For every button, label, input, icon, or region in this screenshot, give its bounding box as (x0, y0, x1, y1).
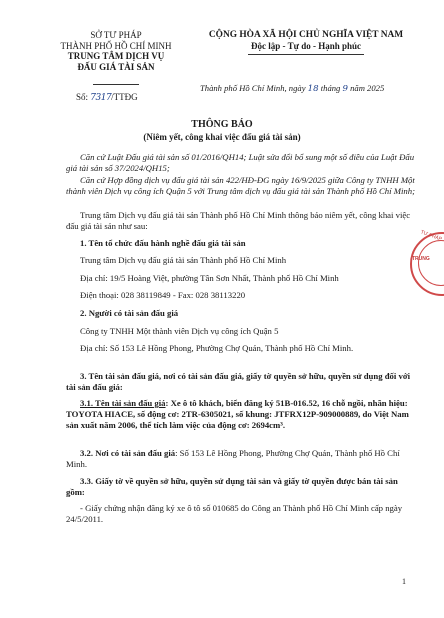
national-header (186, 30, 426, 52)
section-1-heading: 1. Tên tổ chức đấu hành nghề đấu giá tài sản (80, 238, 246, 248)
section-3-1 (66, 398, 418, 431)
section-2-address: Địa chỉ: Số 153 Lê Hồng Phong, Phường Chợ Quán, Thành phố Hồ Chí Minh. (80, 343, 354, 353)
section-2-name: Công ty TNHH Một thành viên Dịch vụ công ích Quận 5 (80, 326, 279, 336)
notice-title: THÔNG BÁO (191, 119, 253, 130)
document-number (76, 92, 138, 103)
section-3-2 (66, 448, 418, 470)
date-prefix: Thành phố Hồ Chí Minh, ngày (200, 83, 308, 93)
section-1-phone: Điện thoại: 028 38119849 - Fax: 028 38113220 (80, 290, 246, 300)
section-3-1-text: : Xe ô tô khách, biển đăng ký 51B-016.52, 16 chỗ ngồi, nhãn hiệu: TOYOTA HIACE, số động cơ: 2TR-6305021, số khung: JTFRX12P-909000889, do Việt Nam sản xuất năm 2006, thể tích làm việc của động cơ: 2694cm³. (66, 398, 409, 430)
intro-paragraph: Trung tâm Dịch vụ đấu giá tài sản Thành phố Hồ Chí Minh thông báo niêm yết, công khai việc đấu giá tài sản như sau: (66, 210, 411, 231)
doc-number-suffix: /TTĐG (111, 92, 138, 102)
section-3-2-label: 3.2. Nơi có tài sản đấu giá (80, 448, 176, 458)
notice-subtitle: (Niêm yết, công khai việc đấu giá tài sản) (143, 132, 301, 142)
date-year: năm 2025 (347, 83, 385, 93)
agency-line-1: SỞ TƯ PHÁP (90, 30, 142, 40)
section-3-2-text: : Số 153 Lê Hồng Phong, Phường Chợ Quán, Thành phố Hồ Chí Minh. (66, 448, 400, 469)
national-motto: Độc lập - Tự do - Hạnh phúc (250, 41, 361, 51)
doc-number-handwritten: 7317 (90, 93, 112, 103)
date-line (200, 83, 384, 94)
legal-basis-1: Căn cứ Luật Đấu giá tài sản số 01/2016/QH14; Luật sửa đổi bổ sung một số điều của Luật Đấu giá tài sản số 37/2024/QH15; (66, 152, 415, 173)
agency-line-3: TRUNG TÂM DỊCH VỤ (67, 51, 165, 61)
section-3-3-heading: 3.3. Giấy tờ về quyền sở hữu, quyền sử dụng tài sản và giấy tờ quyền được bán tài sản gồm: (66, 476, 398, 497)
seal-text-middle: TRUNG (412, 256, 430, 262)
section-3-3-item: - Giấy chứng nhận đăng ký xe ô tô số 010685 do Công an Thành phố Hồ Chí Minh cấp ngày 24/5/2011. (66, 503, 403, 524)
national-name: CỘNG HÒA XÃ HỘI CHỦ NGHĨA VIỆT NAM (208, 30, 404, 40)
doc-number-prefix: Số: (76, 92, 91, 102)
motto-underline (248, 54, 364, 55)
agency-line-2: THÀNH PHỐ HỒ CHÍ MINH (60, 40, 172, 51)
page-number: 1 (402, 577, 406, 586)
agency-underline (93, 84, 139, 85)
date-day: 18 (307, 84, 319, 94)
section-1-name: Trung tâm Dịch vụ đấu giá tài sản Thành phố Hồ Chí Minh (80, 255, 287, 265)
agency-header (40, 30, 192, 72)
section-1-address: Địa chỉ: 19/5 Hoàng Việt, phường Tân Sơn Nhất, Thành phố Hồ Chí Minh (80, 273, 339, 283)
date-month: 9 (342, 84, 348, 94)
agency-line-4: ĐẤU GIÁ TÀI SẢN (77, 61, 155, 72)
section-3-heading: 3. Tên tài sản đấu giá, nơi có tài sản đấu giá, giấy tờ quyền sở hữu, quyền sử dụng đối với tài sản đấu giá: (66, 371, 411, 392)
section-3-1-label: 3.1. Tên tài sản đấu giá (80, 398, 166, 408)
legal-basis-2: Căn cứ Hợp đồng dịch vụ đấu giá tài sản 422/HĐ-ĐG ngày 16/9/2025 giữa Công ty TNHH Một thành viên Dịch vụ công ích Quận 5 với Trung tâm dịch vụ đấu giá tài sản Thành phố Hồ Chí Minh; (66, 175, 415, 196)
date-month-label: tháng (318, 83, 343, 93)
section-2-heading: 2. Người có tài sản đấu giá (80, 308, 179, 318)
seal-text-top: TƯ PHÁP (419, 229, 443, 243)
